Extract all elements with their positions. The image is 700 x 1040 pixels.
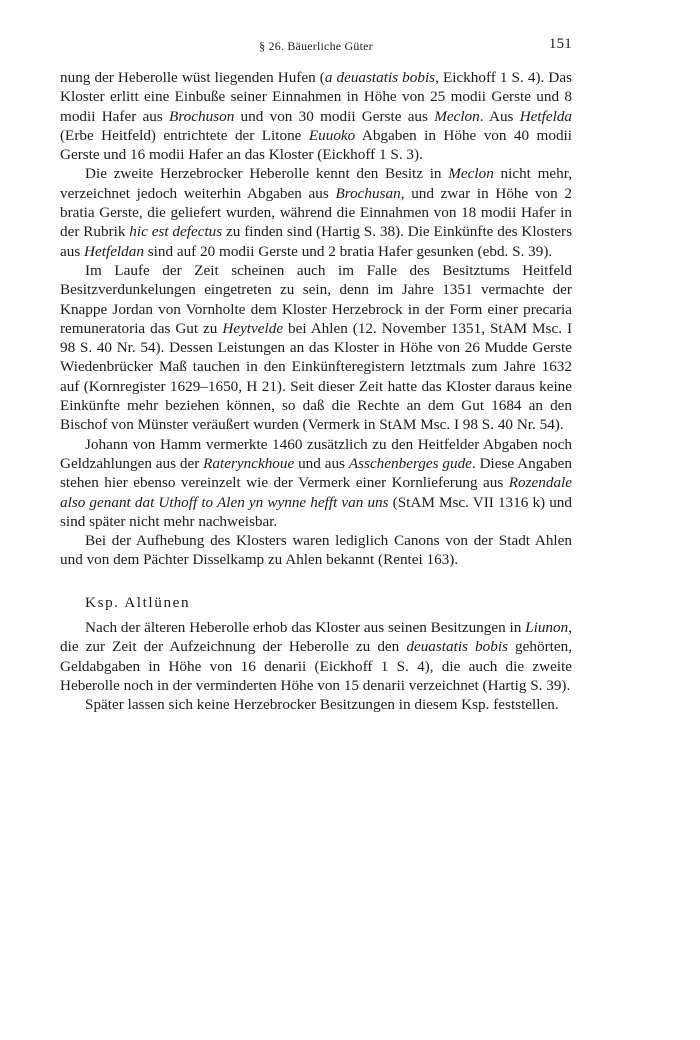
page-header	[60, 36, 572, 60]
italic-term: Meclon	[448, 165, 494, 183]
text-run: , die zur Zeit der Aufzeichnung der Heberolle zu den	[60, 619, 572, 656]
italic-term: Raterynckhoue	[203, 454, 295, 472]
text-run: Im Laufe der Zeit scheinen auch im Falle des Besitztums Heitfeld Besitzverdunkelungen eingetreten zu sein, denn im Jahre 1351 vermachte der Knappe Jordan von Vornholte dem Kloster Herzebrock in der Form einer precaria remuneratoria das Gut zu	[60, 261, 572, 337]
paragraph	[60, 618, 572, 695]
text-run: zu finden sind (Hartig S. 38). Die Einkünfte des Klosters aus	[60, 223, 572, 260]
text-run: bei Ahlen (12. November 1351, StAM Msc. I 98 S. 40 Nr. 54). Dessen Leistungen an das Kloster in Höhe von 26 Mudde Gerste Wiedenbrücker Maß tauchen in den Einkünfteregistern letztmals zum Jahre 1632 auf (Kornregister 1629–1650, H 21). Seit dieser Zeit hatte das Kloster daraus keine Einkünfte mehr beziehen können, so daß die Rechte an dem Gut 1684 an den Bischof von Münster veräußert wurden (Vermerk in StAM Msc. I 98 S. 40 Nr. 54).	[60, 319, 573, 434]
italic-term: a deuastatis bobis	[324, 69, 436, 86]
italic-term: Heytvelde	[222, 319, 284, 337]
text-run: und aus	[294, 454, 349, 472]
paragraph	[60, 164, 572, 260]
section-altluenen	[60, 618, 572, 714]
section-heitfeld	[60, 68, 572, 570]
italic-term: Brochuson	[169, 107, 235, 125]
paragraph	[60, 531, 572, 570]
text-run: (Erbe Heitfeld) entrichtete der Litone	[60, 126, 309, 144]
paragraph	[60, 68, 572, 164]
text-run: und von 30 modii Gerste aus	[234, 107, 435, 125]
italic-term: Euuoko	[308, 126, 356, 144]
running-title: § 26. Bäuerliche Güter	[259, 39, 373, 53]
document-page	[60, 36, 572, 715]
italic-term: Hetfelda	[519, 107, 573, 125]
text-run: Abgaben in Höhe von 40 modii Gerste und 16 modii Hafer an das Kloster (Eickhoff 1 S. 3).	[60, 126, 572, 164]
text-run: , Eickhoff 1 S. 4). Das Kloster erlitt eine Einbuße seiner Einnahmen in Höhe von 25 modii Gerste und 8 modii Hafer aus	[60, 69, 572, 125]
paragraph	[60, 695, 572, 714]
italic-term: deuastatis bobis	[406, 638, 508, 656]
text-run: Bei der Aufhebung des Klosters waren lediglich Canons von der Stadt Ahlen und von dem Pächter Disselkamp zu Ahlen bekannt (Rentei 163).	[60, 532, 572, 569]
italic-term: Rozendale also genant dat Uthoff to Alen yn wynne hefft van uns	[60, 474, 572, 511]
italic-term: hic est defectus	[129, 223, 223, 241]
italic-term: Hetfeldan	[84, 242, 144, 260]
text-run: Später lassen sich keine Herzebrocker Besitzungen in diesem Ksp. feststellen.	[85, 696, 559, 714]
text-run: gehörten, Geldabgaben in Höhe von 16 denarii (Eickhoff 1 S. 4), die auch die zweite Heberolle noch in der verminderten Höhe von 15 denarii verzeichnet (Hartig S. 39).	[60, 638, 572, 694]
text-run: (StAM Msc. VII 1316 k) und sind später nicht mehr nachweisbar.	[60, 493, 572, 530]
text-run: . Aus	[479, 107, 520, 125]
text-run: Johann von Hamm vermerkte 1460 zusätzlich zu den Heitfelder Abgaben noch Geldzahlungen aus der	[60, 435, 572, 472]
italic-term: Meclon	[434, 107, 480, 125]
text-run: Die zweite Herzebrocker Heberolle kennt den Besitz in	[85, 165, 449, 183]
text-run: , und zwar in Höhe von 2 bratia Gerste, die geliefert wurden, während die Einnahmen von 18 modii Hafer in der Rubrik	[60, 184, 572, 241]
body-text	[60, 68, 572, 715]
paragraph	[60, 435, 572, 531]
section-heading: Ksp. Altlünen	[85, 593, 191, 611]
italic-term: Asschenberges gude	[348, 454, 472, 472]
text-run: sind auf 20 modii Gerste und 2 bratia Hafer gesunken (ebd. S. 39).	[143, 242, 553, 260]
paragraph	[60, 261, 572, 435]
text-run: . Diese Angaben stehen hier ebenso vereinzelt wie der Vermerk einer Kornlieferung aus	[60, 454, 572, 492]
italic-term: Liunon	[525, 619, 569, 637]
text-run: nung der Heberolle wüst liegenden Hufen (	[60, 69, 325, 86]
page-number: 151	[548, 36, 572, 52]
text-run: nicht mehr, verzeichnet jedoch weiterhin Abgaben aus	[60, 165, 572, 202]
italic-term: Brochusan	[335, 184, 401, 202]
text-run: Nach der älteren Heberolle erhob das Kloster aus seinen Besitzungen in	[85, 619, 526, 637]
